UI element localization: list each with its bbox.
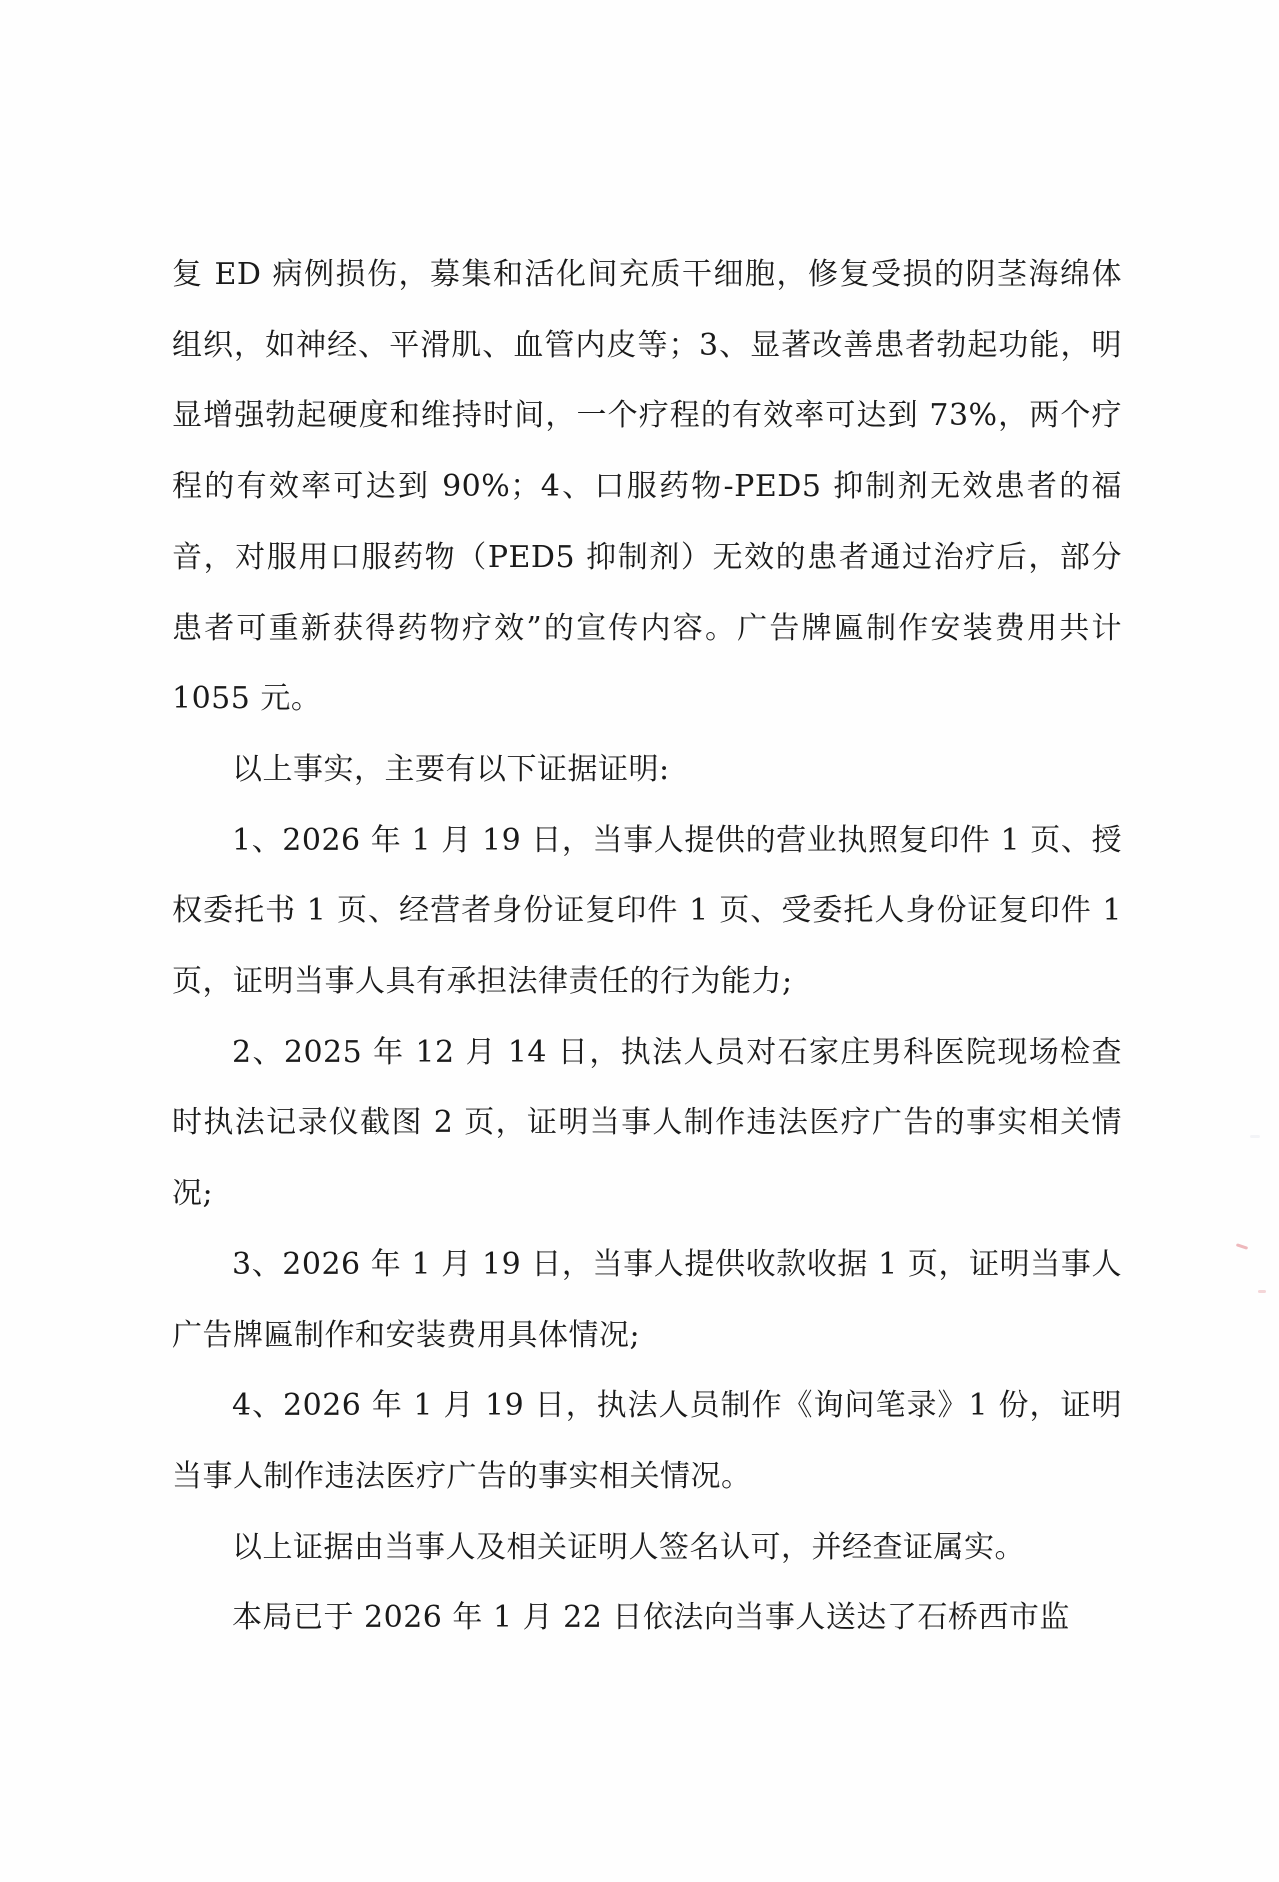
paragraph-evidence-2: 2、2025 年 12 月 14 日，执法人员对石家庄男科医院现场检查时执法记录仪截图 2 页，证明当事人制作违法医疗广告的事实相关情况;: [172, 1034, 1122, 1212]
edge-smudge-mark: [1236, 1243, 1248, 1250]
paragraph-evidence-4: 4、2026 年 1 月 19 日，执法人员制作《询问笔录》1 份，证明当事人制作违法医疗广告的事实相关情况。: [172, 1388, 1122, 1494]
paragraph-ad-content: 复 ED 病例损伤，募集和活化间充质干细胞，修复受损的阴茎海绵体组织，如神经、平滑肌、血管内皮等；3、显著改善患者勃起功能，明显增强勃起硬度和维持时间，一个疗程的有效率可达到 73%，两个疗程的有效率可达到 90%；4、口服药物-PED5 抑制剂无效患者的福音，对服用口服药物（PED5 抑制剂）无效的患者通过治疗后，部分患者可重新获得药物疗效”的宣传内容。广告牌匾制作安装费用共计 1055 元。: [172, 257, 1122, 717]
edge-smudge-mark: [1258, 1290, 1266, 1293]
paragraph-evidence-verified: 以上证据由当事人及相关证明人签名认可，并经查证属实。: [232, 1529, 1025, 1565]
paragraph-evidence-intro: 以上事实，主要有以下证据证明:: [232, 751, 670, 787]
edge-smudge-mark: [1250, 1135, 1260, 1138]
paragraph-evidence-3: 3、2026 年 1 月 19 日，当事人提供收款收据 1 页，证明当事人广告牌匾制作和安装费用具体情况;: [172, 1246, 1122, 1353]
paragraph-evidence-1: 1、2026 年 1 月 19 日，当事人提供的营业执照复印件 1 页、授权委托书 1 页、经营者身份证复印件 1 页、受委托人身份证复印件 1 页，证明当事人具有承担法律责任的行为能力;: [172, 822, 1122, 1000]
document-body: [172, 240, 1122, 1654]
paragraph-notice-served: 本局已于 2026 年 1 月 22 日依法向当事人送达了石桥西市监: [232, 1600, 1070, 1636]
